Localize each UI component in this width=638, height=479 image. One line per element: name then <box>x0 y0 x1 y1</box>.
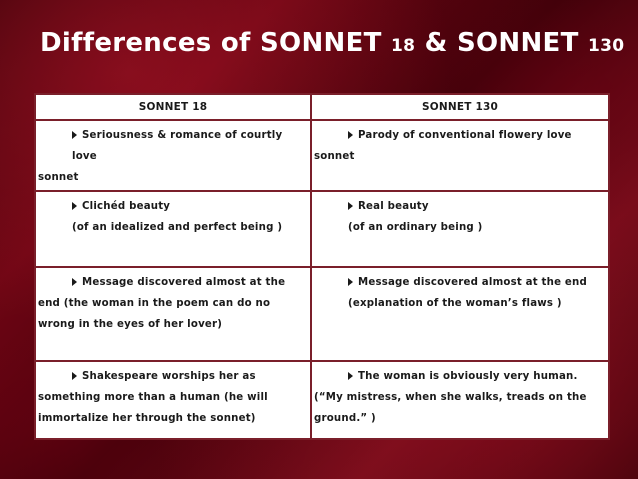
comparison-table <box>34 93 610 440</box>
title-part2: & SONNET <box>415 28 588 58</box>
cell-left <box>35 361 311 439</box>
bullet-triangle-icon <box>348 202 353 210</box>
bullet-triangle-icon <box>348 278 353 286</box>
slide-title <box>40 28 624 58</box>
cell-text: Shakespeare worships her as <box>82 371 256 382</box>
header-sonnet-130: SONNET 130 <box>311 94 609 120</box>
table-row <box>35 120 609 191</box>
cell-text: Seriousness & romance of courtly love <box>72 130 283 162</box>
cell-text: wrong in the eyes of her lover) <box>38 319 223 330</box>
cell-text: (of an idealized and perfect being ) <box>72 222 283 233</box>
cell-right <box>311 191 609 267</box>
cell-text: sonnet <box>314 151 355 162</box>
bullet-triangle-icon <box>72 372 77 380</box>
bullet-triangle-icon <box>72 278 77 286</box>
cell-text: sonnet <box>38 172 79 183</box>
title-num2: 130 <box>587 36 625 56</box>
cell-left <box>35 120 311 191</box>
header-sonnet-18: SONNET 18 <box>35 94 311 120</box>
cell-right <box>311 361 609 439</box>
cell-left <box>35 191 311 267</box>
bullet-triangle-icon <box>72 202 77 210</box>
cell-text: (“My mistress, when she walks, treads on the <box>314 392 587 403</box>
title-part1: Differences of SONNET <box>40 28 392 58</box>
table-row <box>35 191 609 267</box>
cell-right <box>311 267 609 361</box>
table-row <box>35 361 609 439</box>
cell-text: immortalize her through the sonnet) <box>38 413 256 424</box>
cell-text: (of an ordinary being ) <box>348 222 483 233</box>
cell-text: Real beauty <box>358 201 429 212</box>
cell-text: (explanation of the woman’s flaws ) <box>348 298 562 309</box>
bullet-triangle-icon <box>348 372 353 380</box>
bullet-triangle-icon <box>72 131 77 139</box>
title-num1: 18 <box>391 36 416 56</box>
cell-text: Clichéd beauty <box>82 201 171 212</box>
cell-text: Message discovered almost at the <box>82 277 286 288</box>
cell-text: something more than a human (he will <box>38 392 268 403</box>
table-row <box>35 267 609 361</box>
cell-left <box>35 267 311 361</box>
cell-text: The woman is obviously very human. <box>358 371 578 382</box>
cell-right <box>311 120 609 191</box>
cell-text: end (the woman in the poem can do no <box>38 298 271 309</box>
cell-text: Message discovered almost at the end <box>358 277 587 288</box>
cell-text: Parody of conventional flowery love <box>358 130 572 141</box>
bullet-triangle-icon <box>348 131 353 139</box>
table-header-row <box>35 94 609 120</box>
cell-text: ground.” ) <box>314 413 376 424</box>
